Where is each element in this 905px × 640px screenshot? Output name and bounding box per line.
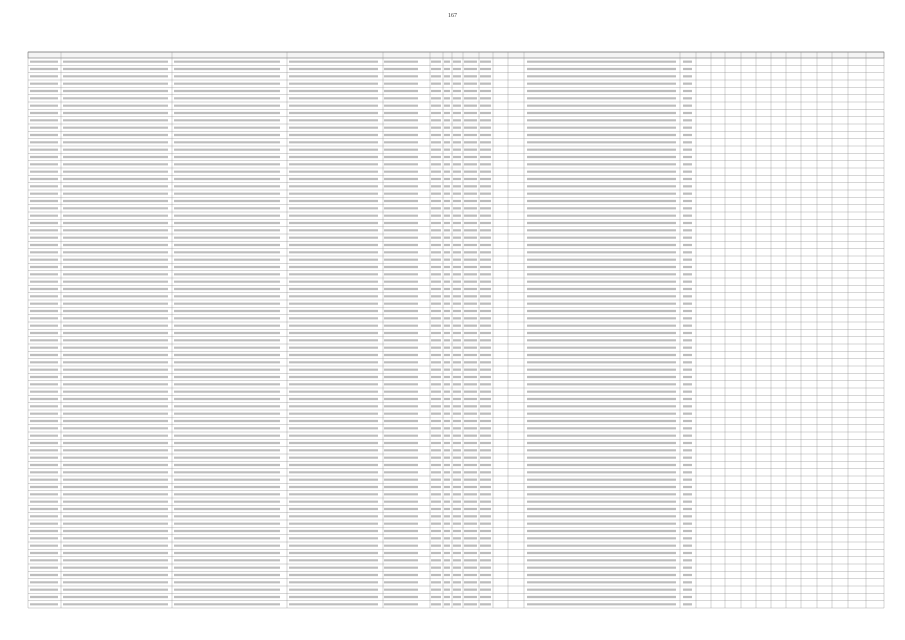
page-number: 167 bbox=[448, 13, 457, 19]
table-header bbox=[28, 52, 884, 58]
